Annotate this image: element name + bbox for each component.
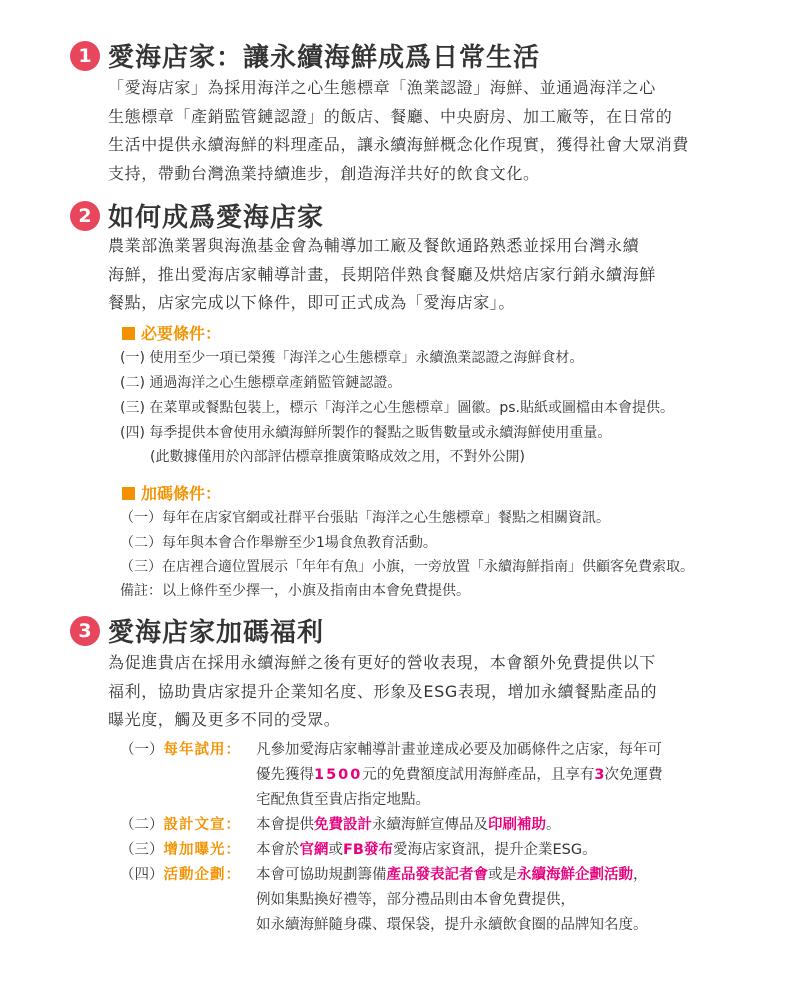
paragraph-line: 為促進貴店在採用永續海鮮之後有更好的營收表現，本會額外免費提供以下 (108, 653, 656, 672)
required-conditions-heading: 必要條件： (122, 321, 221, 344)
paragraph-line: 海鮮，推出愛海店家輔導計畫，長期陪伴熟食餐廳及烘焙店家行銷永續海鮮 (108, 264, 656, 284)
section-3-paragraph (108, 649, 738, 735)
list-item: （二）每年與本會合作舉辦至少1場食魚教育活動。 (120, 535, 437, 551)
list-item: (四) 每季提供本會使用永續海鮮所製作的餐點之販售數量或永續海鮮使用重量。 (120, 425, 612, 441)
benefit-4-line: 如永續海鮮隨身碟、環保袋，提升永續飲食圈的品牌知名度。 (256, 917, 648, 933)
paragraph-line: 支持，帶動台灣漁業持續進步，創造海洋共好的飲食文化。 (108, 163, 540, 183)
paragraph-line: 曝光度，觸及更多不同的受眾。 (108, 710, 341, 729)
section-title: 如何成爲愛海店家 (108, 203, 325, 233)
paragraph-line: 生態標章「產銷監管鏈認證」的飯店、餐廳、中央廚房、加工廠等，在日常的 (108, 106, 673, 126)
section-1-heading (70, 37, 540, 74)
benefit-4-line: 本會可協助規劃籌備產品發表記者會或是永續海鮮企劃活動， (256, 867, 648, 883)
paragraph-line: 生活中提供永續海鮮的料理產品，讓永續海鮮概念化作現實，獲得社會大眾消費 (108, 135, 690, 154)
benefit-3-line: 本會於官網或FB發布愛海店家資訊，提升企業ESG。 (256, 842, 597, 858)
paragraph-line: 餐點，店家完成以下條件，即可正式成為「愛海店家」。 (108, 293, 516, 312)
section-1-paragraph (108, 74, 738, 188)
section-number-badge: 3 (70, 616, 100, 646)
benefit-1-line: 凡參加愛海店家輔導計畫並達成必要及加碼條件之店家，每年可 (256, 742, 662, 758)
list-note: 備註：以上條件至少擇一，小旗及指南由本會免費提供。 (120, 583, 470, 599)
section-3-heading (70, 612, 324, 649)
paragraph-line: 福利，協助貴店家提升企業知名度、形象及ESG表現，增加永續餐點產品的 (108, 681, 658, 701)
paragraph-line: 農業部漁業署與海漁基金會為輔導加工廠及餐飲通路熟悉並採用台灣永續 (108, 236, 640, 255)
benefit-4-label: （四）活動企劃： (120, 867, 241, 883)
section-2-paragraph (108, 232, 738, 318)
benefit-1-label: （一）每年試用： (120, 742, 241, 758)
benefit-2-line: 本會提供免費設計永續海鮮宣傳品及印刷補助。 (256, 817, 561, 833)
section-title: 愛海店家：讓永續海鮮成爲日常生活 (108, 43, 541, 73)
list-item: (三) 在菜單或餐點包裝上，標示「海洋之心生態標章」圖徽。ps.貼紙或圖檔由本會提供。 (120, 400, 675, 416)
bonus-conditions-heading: 加碼條件： (122, 481, 221, 504)
square-bullet-icon (122, 487, 135, 500)
list-note: (此數據僅用於內部評估標章推廣策略成效之用，不對外公開) (150, 449, 525, 465)
section-number-badge: 2 (70, 201, 100, 231)
benefit-2-label: （二）設計文宣： (120, 817, 241, 833)
section-title: 愛海店家加碼福利 (108, 618, 325, 648)
benefit-4-line: 例如集點換好禮等，部分禮品則由本會免費提供， (256, 892, 575, 908)
paragraph-line: 「愛海店家」為採用海洋之心生態標章「漁業認證」海鮮、並通過海洋之心 (108, 78, 656, 97)
section-2-heading (70, 197, 324, 234)
benefit-3-label: （三）增加曝光： (120, 842, 241, 858)
list-item: （三）在店裡合適位置展示「年年有魚」小旗，一旁放置「永續海鮮指南」供顧客免費索取。 (120, 559, 694, 575)
benefit-1-line: 優先獲得1500元的免費額度試用海鮮產品，且享有3次免運費 (256, 767, 663, 783)
list-item: （一）每年在店家官網或社群平台張貼「海洋之心生態標章」餐點之相關資訊。 (120, 510, 610, 526)
square-bullet-icon (122, 327, 135, 340)
list-item: (一) 使用至少一項已榮獲「海洋之心生態標章」永續漁業認證之海鮮食材。 (120, 350, 584, 366)
section-number-badge: 1 (70, 41, 100, 71)
benefit-1-line: 宅配魚貨至貴店指定地點。 (256, 792, 430, 808)
list-item: (二) 通過海洋之心生態標章產銷監管鏈認證。 (120, 375, 402, 391)
